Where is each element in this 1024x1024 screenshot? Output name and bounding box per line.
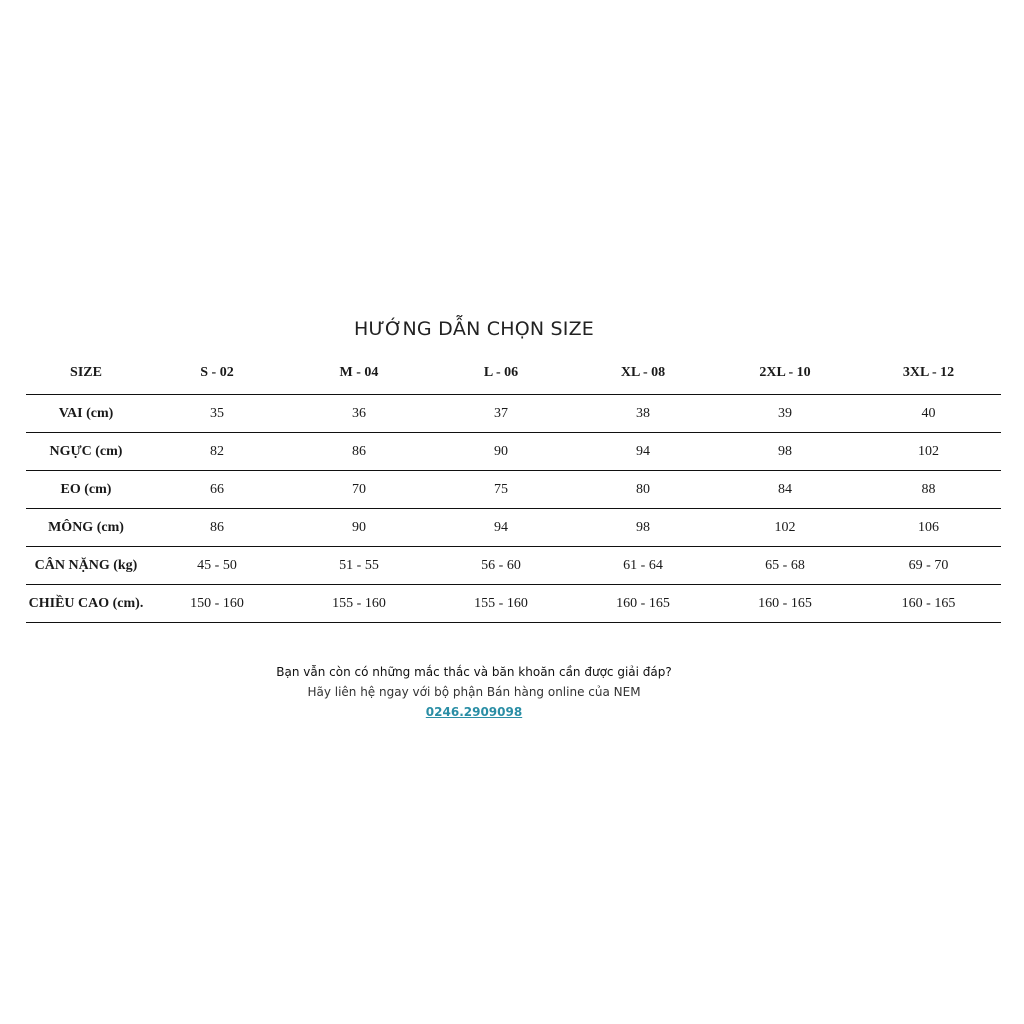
table-cell: 69 - 70 <box>908 557 949 573</box>
table-cell: 155 - 160 <box>474 595 528 611</box>
table-cell: 61 - 64 <box>623 557 663 573</box>
phone-link[interactable]: 0246.2909098 <box>425 705 523 719</box>
table-cell: 35 <box>210 405 224 421</box>
table-cell: 39 <box>778 405 792 421</box>
table-cell: 160 - 165 <box>758 595 812 611</box>
table-cell: 90 <box>494 443 508 459</box>
table-row <box>26 471 1001 509</box>
table-cell: 102 <box>774 519 796 535</box>
header-size-m: M - 04 <box>339 365 379 380</box>
table-cell: 82 <box>210 443 224 459</box>
page-title: HƯỚNG DẪN CHỌN SIZE <box>353 318 595 340</box>
table-cell: 66 <box>210 481 224 497</box>
table-cell: 56 - 60 <box>481 557 521 573</box>
row-label-chieu-cao: CHIỀU CAO (cm). <box>28 595 144 611</box>
table-cell: 160 - 165 <box>901 595 956 611</box>
table-cell: 70 <box>352 481 366 497</box>
header-size-s: S - 02 <box>200 365 234 380</box>
footer-contact: Hãy liên hệ ngay với bộ phận Bán hàng online của NEM <box>307 685 641 699</box>
table-cell: 45 - 50 <box>197 557 237 573</box>
row-label-mong: MÔNG (cm) <box>48 519 124 535</box>
table-row <box>26 585 1001 623</box>
footer-question: Bạn vẫn còn có những mắc thắc và băn khoăn cần được giải đáp? <box>276 665 672 679</box>
table-cell: 90 <box>352 519 366 535</box>
table-cell: 155 - 160 <box>332 595 386 611</box>
table-cell: 150 - 160 <box>190 595 244 611</box>
header-size-3xl: 3XL - 12 <box>902 365 955 380</box>
row-label-nguc: NGỰC (cm) <box>49 443 123 459</box>
table-cell: 65 - 68 <box>765 557 805 573</box>
table-cell: 94 <box>494 519 508 535</box>
table-cell: 98 <box>778 443 792 459</box>
table-header-row <box>26 352 1001 395</box>
table-cell: 102 <box>918 443 939 459</box>
table-cell: 75 <box>494 481 508 497</box>
size-chart-table <box>26 352 1001 623</box>
header-size-2xl: 2XL - 10 <box>759 365 811 380</box>
table-cell: 86 <box>210 519 224 535</box>
table-cell: 51 - 55 <box>339 557 379 573</box>
header-size-xl: XL - 08 <box>620 365 666 380</box>
table-cell: 160 - 165 <box>616 595 670 611</box>
row-label-can-nang: CÂN NẶNG (kg) <box>34 557 138 573</box>
table-cell: 98 <box>636 519 650 535</box>
table-cell: 80 <box>636 481 650 497</box>
table-cell: 106 <box>918 519 939 535</box>
table-cell: 38 <box>636 405 650 421</box>
table-cell: 94 <box>636 443 650 459</box>
table-row <box>26 547 1001 585</box>
table-cell: 37 <box>494 405 508 421</box>
table-cell: 36 <box>352 405 366 421</box>
table-cell: 40 <box>921 405 936 421</box>
table-row <box>26 509 1001 547</box>
row-label-vai: VAI (cm) <box>58 405 114 421</box>
contact-footer <box>0 662 948 722</box>
table-cell: 88 <box>921 481 936 497</box>
table-row <box>26 395 1001 433</box>
table-cell: 84 <box>778 481 792 497</box>
row-label-eo: EO (cm) <box>60 481 112 497</box>
header-size-label: SIZE <box>70 365 102 380</box>
table-cell: 86 <box>352 443 366 459</box>
header-size-l: L - 06 <box>483 365 519 380</box>
table-row <box>26 433 1001 471</box>
